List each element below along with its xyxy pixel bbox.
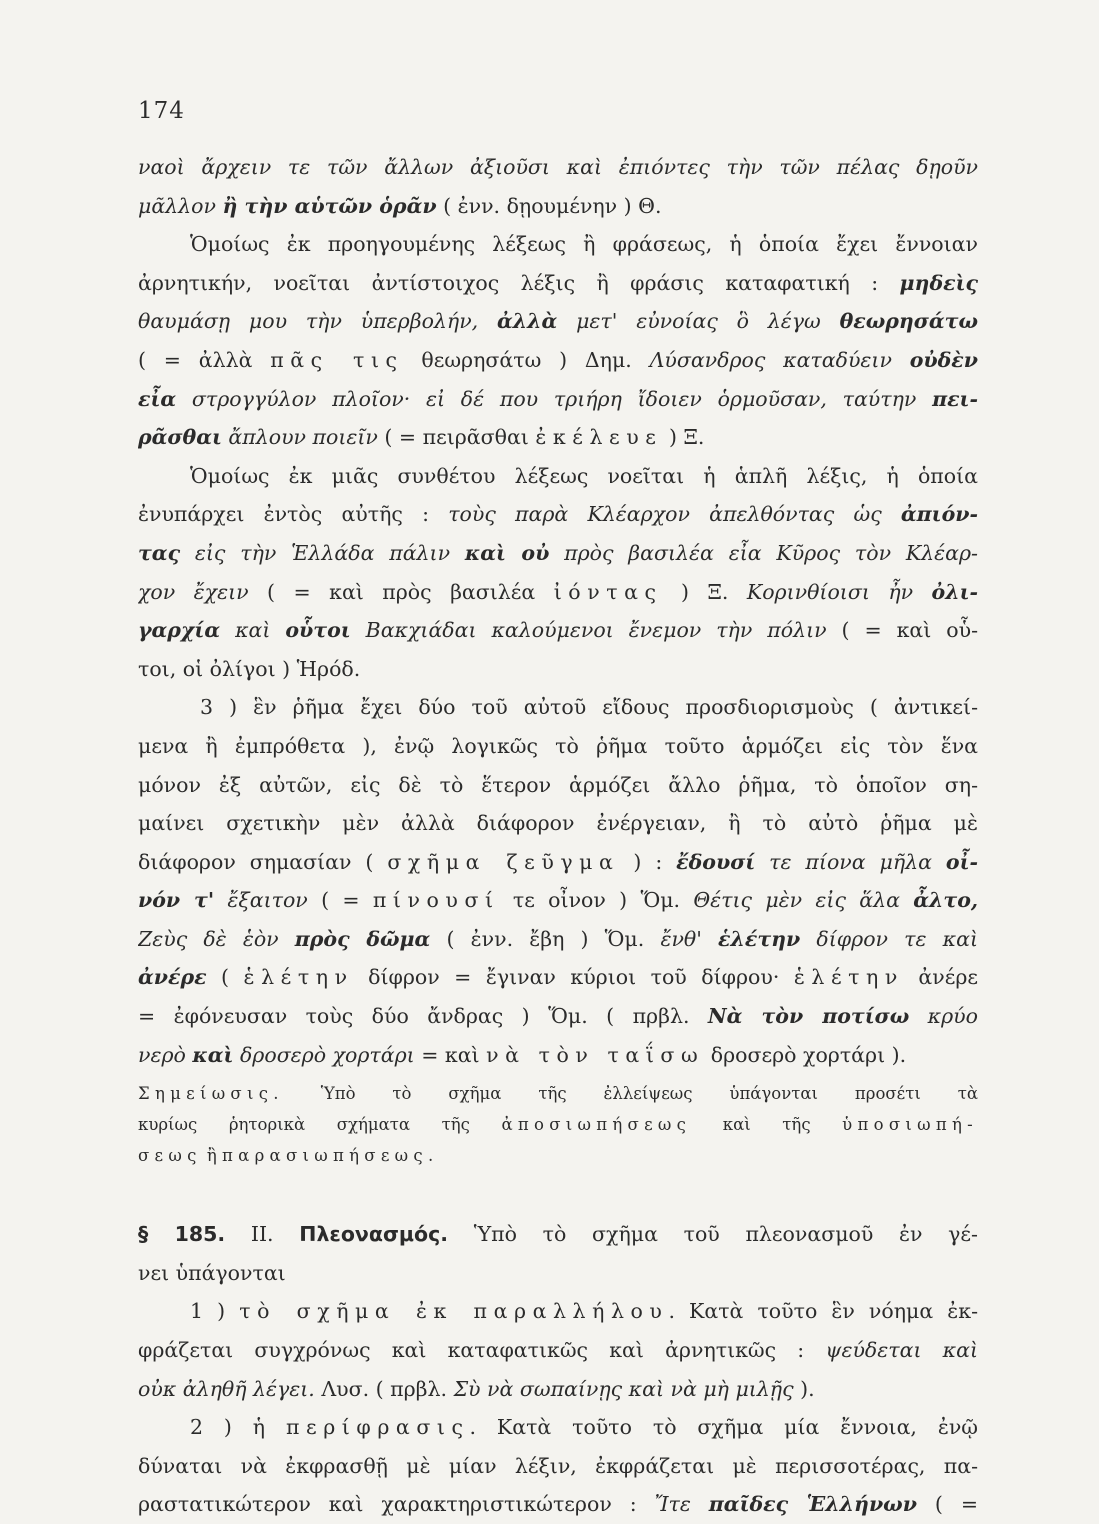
note-line: κυρίως ῥητορικὰ σχήματα τῆς ἀποσιωπήσεως καὶ τῆς ὑποσιωπή- — [138, 1115, 978, 1135]
text-line: 3 ) ἓν ῥῆμα ἔχει δύο τοῦ αὐτοῦ εἴδους προσδιορισμοὺς ( ἀντικεί- — [200, 695, 978, 720]
text-line: θαυμάσῃ μου τὴν ὑπερβολήν, ἀλλὰ μετ' εὐνοίας ὃ λέγω θεωρησάτω — [138, 309, 978, 334]
section-title: Πλεονασμός. — [299, 1222, 449, 1247]
page-number: 174 — [138, 98, 185, 124]
text-line: εἶα στρογγύλον πλοῖον· εἰ δέ που τριήρη ἴδοιεν ὁρμοῦσαν, ταύτην πει- — [138, 386, 978, 411]
section-heading: § 185. II. Πλεονασμός. Ὑπὸ τὸ σχῆμα τοῦ πλεονασμοῦ ἐν γέ- — [138, 1222, 978, 1247]
text-line: μαίνει σχετικὴν μὲν ἀλλὰ διάφορον ἐνέργειαν, ἢ τὸ αὐτὸ ῥῆμα μὲ — [138, 811, 978, 836]
text-line: μόνον ἐξ αὐτῶν, εἰς δὲ τὸ ἕτερον ἁρμόζει ἄλλο ῥῆμα, τὸ ὁποῖον ση- — [138, 772, 978, 797]
note-line: Σημείωσις. Ὑπὸ τὸ σχῆμα τῆς ἐλλείψεως ὑπάγονται προσέτι τὰ — [138, 1084, 978, 1104]
text-line: οὐκ ἀληθῆ λέγει. Λυσ. ( πρβλ. Σὺ νὰ σωπαίνῃς καὶ νὰ μὴ μιλῇς ). — [138, 1376, 815, 1401]
text-line: τας εἰς τὴν Ἑλλάδα πάλιν καὶ οὐ πρὸς βασιλέα εἶα Κῦρος τὸν Κλέαρ- — [138, 540, 978, 565]
text-line: ἀνέρε ( ἑλέτην δίφρον = ἔγιναν κύριοι τοῦ δίφρου· ἑλέτην ἀνέρε — [138, 965, 978, 990]
section-symbol: § 185. — [138, 1222, 226, 1247]
text-line: Ὁμοίως ἐκ προηγουμένης λέξεως ἢ φράσεως, ἡ ὁποία ἔχει ἔννοιαν — [190, 232, 978, 257]
text-line: 2 ) ἡ περίφρασις. Κατὰ τοῦτο τὸ σχῆμα μία ἔννοια, ἐνῷ — [190, 1415, 978, 1440]
text-line: μενα ἢ ἐμπρόθετα ), ἐνῷ λογικῶς τὸ ῥῆμα τοῦτο ἁρμόζει εἰς τὸν ἕνα — [138, 733, 978, 758]
text-line: νόν τ' ἔξαιτον ( = πίνουσί τε οἶνον ) Ὅμ. Θέτις μὲν εἰς ἅλα ἆλτο, — [138, 888, 978, 913]
text-line: Ζεὺς δὲ ἑὸν πρὸς δῶμα ( ἐνν. ἔβη ) Ὅμ. ἔνθ' ἑλέτην δίφρον τε καὶ — [138, 926, 978, 951]
note-line: σεως ἢ παρασιωπήσεως. — [138, 1146, 434, 1166]
section-numeral: II. — [250, 1222, 274, 1247]
text-line: = ἐφόνευσαν τοὺς δύο ἄνδρας ) Ὅμ. ( πρβλ. Νὰ τὸν ποτίσω κρύο — [138, 1004, 978, 1029]
footnote-remark — [138, 1078, 978, 1171]
text-line: Ὁμοίως ἐκ μιᾶς συνθέτου λέξεως νοεῖται ἡ ἁπλῆ λέξις, ἡ ὁποία — [190, 463, 978, 488]
text-line: νει ὑπάγονται — [138, 1260, 286, 1285]
text-line: χον ἔχειν ( = καὶ πρὸς βασιλέα ἰόντας ) Ξ. Κορινθίοισι ἦν ὀλι- — [138, 579, 978, 604]
text-line: ( = ἀλλὰ πᾶς τις θεωρησάτω ) Δημ. Λύσανδρος καταδύειν οὐδὲν — [138, 347, 978, 372]
text-line: μᾶλλον ἢ τὴν αὑτῶν ὁρᾶν ( ἐνν. δῃουμένην ) Θ. — [138, 193, 662, 218]
text-line: 1 ) τὸ σχῆμα ἐκ παραλλήλου. Κατὰ τοῦτο ἓν νόημα ἐκ- — [190, 1299, 978, 1324]
text-line: τοι, οἱ ὀλίγοι ) Ἡρόδ. — [138, 656, 361, 681]
text-line: νερὸ καὶ δροσερὸ χορτάρι = καὶ νὰ τὸν ταΐσω δροσερὸ χορτάρι ). — [138, 1042, 907, 1067]
text-line: ραστατικώτερον καὶ χαρακτηριστικώτερον : Ἴτε παῖδες Ἑλλήνων ( = — [138, 1492, 978, 1517]
text-line: δύναται νὰ ἐκφρασθῇ μὲ μίαν λέξιν, ἐκφράζεται μὲ περισσοτέρας, πα- — [138, 1453, 978, 1478]
text-line: ναοὶ ἄρχειν τε τῶν ἄλλων ἀξιοῦσι καὶ ἐπιόντες τὴν τῶν πέλας δῃοῦν — [138, 155, 978, 179]
text-line: ἐνυπάρχει ἐντὸς αὐτῆς : τοὺς παρὰ Κλέαρχον ἀπελθόντας ὡς ἀπιόν- — [138, 502, 978, 527]
text-line: ἀρνητικήν, νοεῖται ἀντίστοιχος λέξις ἢ φράσις καταφατική : μηδεὶς — [138, 270, 978, 295]
text-line: γαρχία καὶ οὗτοι Βακχιάδαι καλούμενοι ἔνεμον τὴν πόλιν ( = καὶ οὗ- — [138, 618, 978, 643]
text-line: ρᾶσθαι ἄπλουν ποιεῖν ( = πειρᾶσθαι ἐκέλευε ) Ξ. — [138, 425, 705, 450]
body-text — [138, 148, 978, 1524]
text-line: φράζεται συγχρόνως καὶ καταφατικῶς καὶ ἀρνητικῶς : ψεύδεται καὶ — [138, 1338, 978, 1363]
text-line: διάφορον σημασίαν ( σχῆμα ζεῦγμα ) : ἔδουσί τε πίονα μῆλα οἶ- — [138, 849, 978, 874]
